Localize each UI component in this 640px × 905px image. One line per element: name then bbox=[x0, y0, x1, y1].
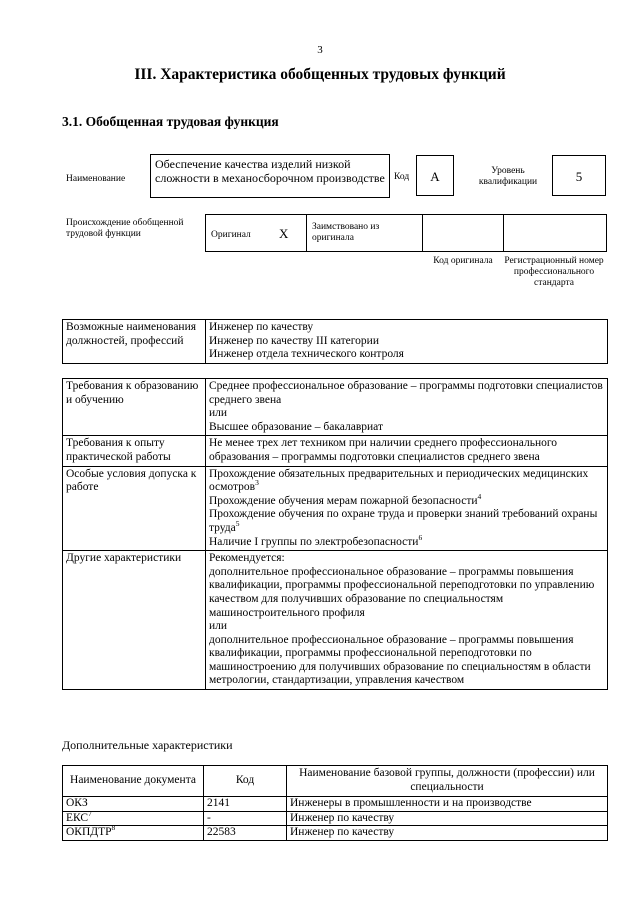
section-title: III. Характеристика обобщенных трудовых функций bbox=[134, 66, 506, 83]
code-label: Код bbox=[394, 172, 410, 182]
col-name-header: Наименование базовой группы, должности (профессии) или специальности bbox=[287, 766, 608, 797]
req-text: Прохождение обязательных предварительных и периодических медицинских осмотров bbox=[209, 467, 589, 494]
original-mark: X bbox=[279, 226, 289, 241]
footnote-ref: 4 bbox=[477, 491, 482, 501]
level-value: 5 bbox=[575, 169, 583, 184]
position-item: Инженер по качеству bbox=[209, 321, 314, 333]
req-line: Не менее трех лет техником при наличии среднего профессионального образования – программы подготовки специалистов среднего звена bbox=[209, 437, 558, 463]
req-line: или bbox=[209, 407, 228, 420]
req-line bbox=[209, 491, 604, 509]
doc-name: ЕКС bbox=[66, 811, 89, 824]
subsection-title: 3.1. Обобщенная трудовая функция bbox=[62, 114, 279, 129]
req-line: Высшее образование – бакалавриат bbox=[209, 420, 383, 433]
reg-number-cell bbox=[503, 214, 607, 252]
origin-label: Происхождение обобщенной трудовой функции bbox=[66, 218, 184, 239]
req-line: Среднее профессиональное образование – программы подготовки специалистов среднего звена bbox=[209, 380, 603, 406]
doc-name: ОКПДТР bbox=[66, 826, 112, 839]
footnote-ref: 7 bbox=[88, 808, 92, 818]
req-text: Прохождение обучения мерам пожарной безопасности bbox=[209, 494, 478, 507]
position-item: Инженер отдела технического контроля bbox=[209, 348, 404, 361]
borrowed-label: Заимствовано из оригинала bbox=[312, 222, 380, 243]
level-value-box bbox=[552, 155, 606, 196]
doc-title: Инженер по качеству bbox=[287, 811, 608, 826]
positions-label: Возможные наименования должностей, профессий bbox=[63, 320, 206, 364]
experience-row bbox=[63, 436, 608, 466]
additional-table bbox=[62, 765, 608, 841]
original-label: Оригинал bbox=[211, 230, 251, 240]
other-row bbox=[63, 551, 608, 690]
req-line bbox=[209, 532, 604, 550]
education-row bbox=[63, 379, 608, 436]
page-number: 3 bbox=[317, 44, 323, 56]
doc-name: ОКЗ bbox=[66, 797, 88, 809]
positions-values bbox=[206, 320, 608, 364]
position-item: Инженер по качеству III категории bbox=[209, 334, 379, 347]
req-text: Наличие I группы по электробезопасности bbox=[209, 535, 419, 548]
other-label: Другие характеристики bbox=[63, 551, 206, 690]
footnote-ref: 6 bbox=[418, 532, 423, 542]
code-value-box bbox=[416, 155, 454, 196]
req-line bbox=[209, 508, 604, 535]
original-code-caption: Код оригинала bbox=[433, 256, 493, 266]
doc-code: - bbox=[204, 811, 287, 826]
footnote-ref: 5 bbox=[235, 519, 240, 529]
name-value-box bbox=[150, 154, 390, 198]
doc-code: 2141 bbox=[204, 797, 287, 812]
name-label: Наименование bbox=[66, 174, 126, 184]
doc-title: Инженеры в промышленности и на производстве bbox=[287, 797, 608, 812]
name-value: Обеспечение качества изделий низкой сложности в механосборочном производстве bbox=[155, 157, 385, 185]
original-code-cell bbox=[422, 214, 504, 252]
req-line: или bbox=[209, 620, 228, 633]
admission-label: Особые условия допуска к работе bbox=[63, 466, 206, 551]
positions-table bbox=[62, 319, 608, 364]
code-value: A bbox=[430, 169, 440, 184]
admission-row bbox=[63, 466, 608, 551]
req-line bbox=[209, 468, 604, 495]
table-row bbox=[63, 826, 608, 841]
col-doc-header: Наименование документа bbox=[63, 766, 204, 797]
req-text: Прохождение обучения по охране труда и проверки знаний требований охраны труда bbox=[209, 508, 598, 534]
additional-header bbox=[63, 766, 608, 797]
req-line: дополнительное профессиональное образование – программы повышения квалификации, программы профессиональной переподготовки по машиностроению для получивших образование по специальностям в области метрологии, стандартизации, управления качеством bbox=[209, 633, 591, 687]
footnote-ref: 8 bbox=[111, 823, 116, 833]
req-line: Рекомендуется: bbox=[209, 552, 285, 565]
req-line: дополнительное профессиональное образование – программы повышения квалификации, программы профессиональной переподготовки по управлению качеством для получивших образование по специальностям машиностроительного профиля bbox=[209, 565, 595, 619]
col-code-header: Код bbox=[204, 766, 287, 797]
education-label: Требования к образованию и обучению bbox=[63, 379, 206, 436]
additional-title: Дополнительные характеристики bbox=[62, 738, 233, 752]
footnote-ref: 3 bbox=[255, 478, 259, 488]
doc-code: 22583 bbox=[204, 826, 287, 841]
doc-title: Инженер по качеству bbox=[287, 826, 608, 841]
level-label: Уровень квалификации bbox=[478, 166, 538, 187]
reg-number-caption: Регистрационный номер профессионального стандарта bbox=[504, 256, 604, 288]
table-row bbox=[63, 811, 608, 826]
table-row bbox=[63, 797, 608, 812]
requirements-table bbox=[62, 378, 608, 690]
experience-label: Требования к опыту практической работы bbox=[63, 436, 206, 466]
